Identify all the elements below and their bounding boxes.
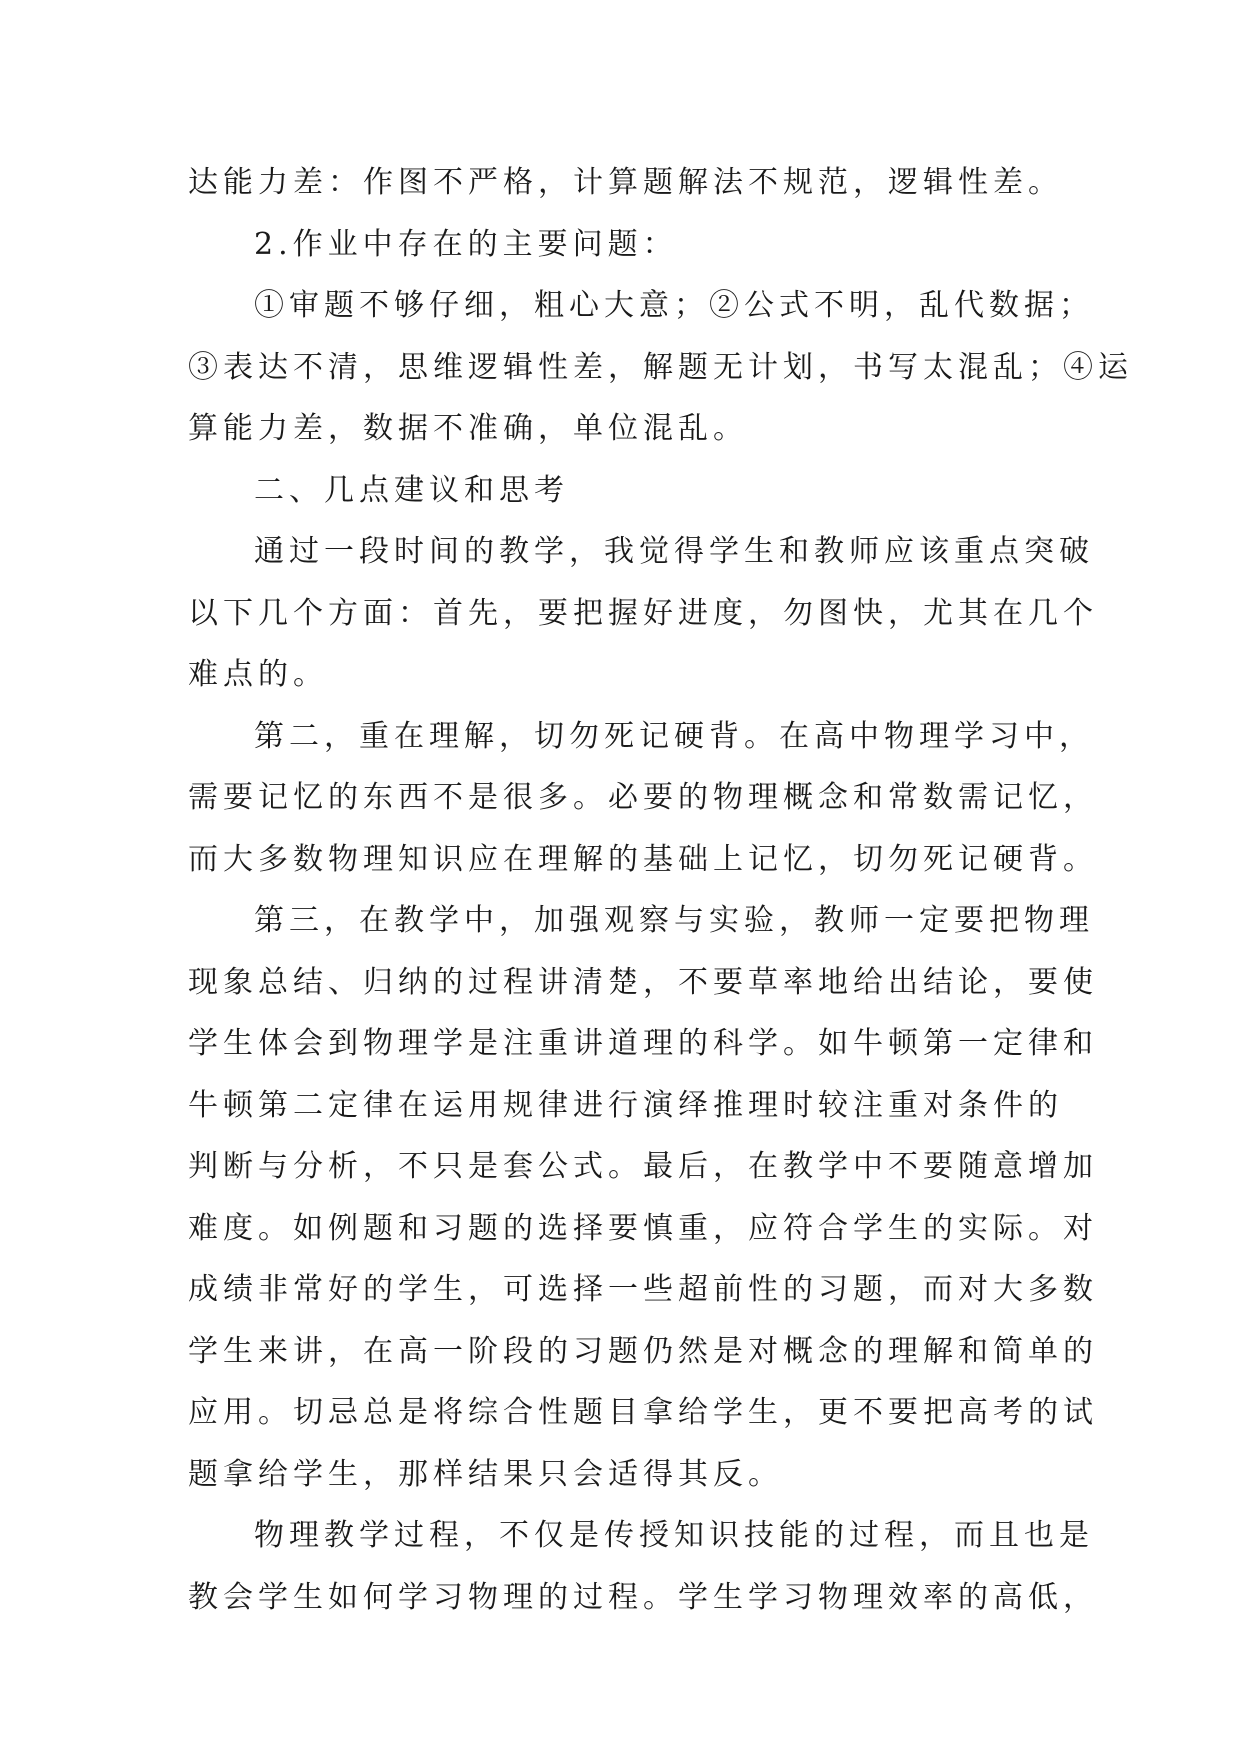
text-line: 难点的。 [188, 657, 328, 692]
text-line: 通过一段时间的教学，我觉得学生和教师应该重点突破 [254, 534, 1094, 569]
text-line: 达能力差：作图不严格，计算题解法不规范，逻辑性差。 [188, 165, 1063, 200]
text-line: 难度。如例题和习题的选择要慎重，应符合学生的实际。对 [188, 1210, 1098, 1246]
text-line: 应用。切忌总是将综合性题目拿给学生，更不要把高考的试 [188, 1395, 1098, 1430]
text-line: 算能力差，数据不准确，单位混乱。 [188, 411, 748, 446]
text-line: 第三，在教学中，加强观察与实验，教师一定要把物理 [254, 903, 1094, 938]
text-line: 判断与分析，不只是套公式。最后，在教学中不要随意增加 [188, 1149, 1098, 1184]
text-line: 需要记忆的东西不是很多。必要的物理概念和常数需记忆， [188, 780, 1098, 815]
text-line: 第二，重在理解，切勿死记硬背。在高中物理学习中， [254, 718, 1094, 754]
text-line: ①审题不够仔细，粗心大意；②公式不明，乱代数据； [254, 288, 1094, 323]
section-heading: 二、几点建议和思考 [254, 472, 569, 508]
text-line: 教会学生如何学习物理的过程。学生学习物理效率的高低， [188, 1579, 1098, 1615]
text-line: 以下几个方面：首先，要把握好进度，勿图快，尤其在几个 [188, 595, 1098, 631]
text-line: 学生体会到物理学是注重讲道理的科学。如牛顿第一定律和 [188, 1026, 1098, 1061]
text-line: 成绩非常好的学生，可选择一些超前性的习题，而对大多数 [188, 1272, 1098, 1307]
text-line: 牛顿第二定律在运用规律进行演绎推理时较注重对条件的 [188, 1087, 1063, 1123]
text-line: 题拿给学生，那样结果只会适得其反。 [188, 1456, 783, 1492]
text-line: 2.作业中存在的主要问题： [254, 226, 678, 262]
text-line: 现象总结、归纳的过程讲清楚，不要草率地给出结论，要使 [188, 964, 1098, 1000]
text-line: ③表达不清，思维逻辑性差，解题无计划，书写太混乱；④运 [188, 349, 1133, 385]
text-line: 而大多数物理知识应在理解的基础上记忆，切勿死记硬背。 [188, 841, 1098, 877]
text-line: 物理教学过程，不仅是传授知识技能的过程，而且也是 [254, 1518, 1094, 1553]
text-line: 学生来讲，在高一阶段的习题仍然是对概念的理解和简单的 [188, 1333, 1098, 1369]
document-page [188, 152, 1133, 1628]
